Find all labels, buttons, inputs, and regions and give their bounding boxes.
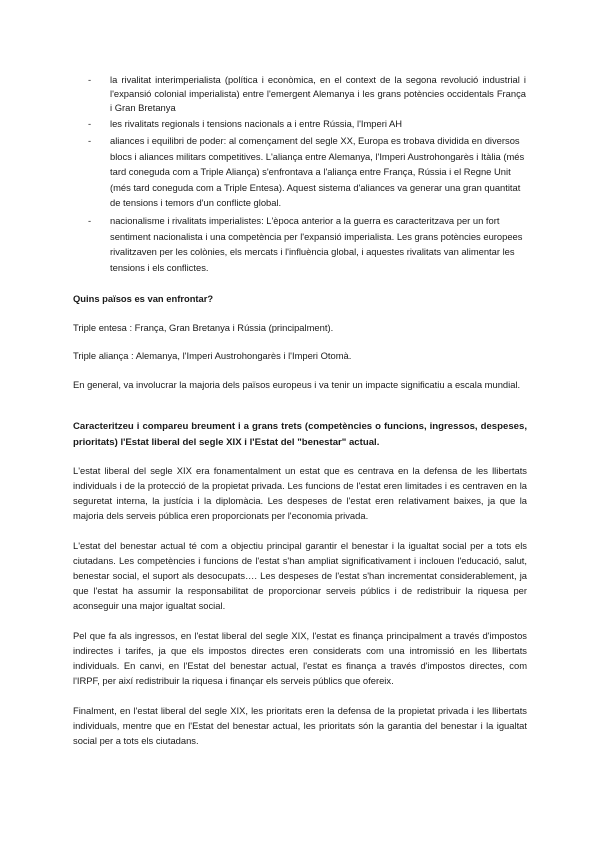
bullet-marker: - <box>88 135 92 146</box>
bullet-item <box>88 117 526 131</box>
bullet-text: les rivalitats regionals i tensions nacionals a i entre Rússia, l'Imperi AH <box>110 118 403 129</box>
bullet-text: aliances i equilibri de poder: al començament del segle XX, Europa es trobava dividida en diversos blocs i aliances militars competitives. L'aliança entre Alemanya, l'Imperi Austrohongarès i Itàlia (més tard coneguda com a Triple Aliança) s'enfrontava a l'aliança entre França, Rússia i el Regne Unit (més tard coneguda com a Triple Entesa). Aquest sistema d'aliances va generar una gran quantitat de tensions i temors d'un conflicte global. <box>110 135 525 209</box>
bullet-marker: - <box>88 74 92 85</box>
bullet-marker: - <box>88 214 92 226</box>
triple-entesa-line: Triple entesa : França, Gran Bretanya i Rússia (principalment). <box>73 322 334 333</box>
paragraph-priorities: Finalment, en l'estat liberal del segle XIX, les prioritats eren la defensa de la propietat privada i les llibertats individuals, mentre que en l'Estat del benestar actual, les prioritats són la garantia del benestar i la igualtat social per a tots els ciutadans. <box>73 705 527 746</box>
bullet-item <box>88 213 526 275</box>
causes-bullet-list <box>88 73 526 277</box>
bullet-marker: - <box>88 118 92 129</box>
paragraph-liberal-state: L'estat liberal del segle XIX era fonamentalment un estat que es centrava en la defensa de les llibertats individuals i de la protecció de la propietat privada. Les funcions de l'estat eren limitades i es centraven en la seguretat interna, la justícia i la diplomàcia. Les despeses de l'estat eren relativament baixes, ja que la majoria dels serveis pública eren proporcionats per l'economia privada. <box>73 465 527 521</box>
question-heading-state: Caracteritzeu i compareu breument i a grans trets (competències o funcions, ingressos, despeses, prioritats) l'Estat liberal del segle XIX i l'Estat del "benestar" actual. <box>73 421 527 448</box>
bullet-text: nacionalisme i rivalitats imperialistes: L'època anterior a la guerra es caracteritzava per un fort sentiment nacionalista i una competència per l'expansió imperialista. Les grans potències europees rivalitzaven per les colònies, els mercats i l'influència global, i aquestes rivalitats van alimentar les tensions i els conflictes. <box>110 214 523 273</box>
question-heading-countries: Quins països es van enfrontar? <box>73 293 214 304</box>
paragraph-welfare-state: L'estat del benestar actual té com a objectiu principal garantir el benestar i la igualtat social per a tots els ciutadans. Les competències i funcions de l'estat s'han ampliat significativament i inclouen l'educació, salut, benestar social, el suport als desocupats…. Les despeses de l'estat s'han incrementat considerablement, ja que l'estat ha assumir la responsabilitat de proporcionar serveis públics i de redistribuir la riquesa per aconseguir una major igualtat social. <box>73 540 527 611</box>
bullet-item <box>88 73 526 115</box>
paragraph-revenue: Pel que fa als ingressos, en l'estat liberal del segle XIX, l'estat es finança principalment a través d'impostos indirectes i tarifes, ja que els impostos directes eren considerats com una intromissió en les llibertats individuals. En canvi, en l'Estat del benestar actual, l'estat es finança a través d'impostos directes, com l'IRPF, per així redistribuir la riquesa i finançar els serveis públics que ofereix. <box>73 630 527 686</box>
bullet-item <box>88 133 526 211</box>
bullet-text: la rivalitat interimperialista (política i econòmica, en el context de la segona revolució industrial i l'expansió colonial imperialista) entre l'emergent Alemanya i les grans potències occidentals França i Gran Bretanya <box>110 74 526 113</box>
general-paragraph: En general, va involucrar la majoria dels països europeus i va tenir un impacte significatiu a escala mundial. <box>73 379 521 390</box>
triple-alianca-line: Triple aliança : Alemanya, l'Imperi Austrohongarès i l'Imperi Otomà. <box>73 350 352 361</box>
